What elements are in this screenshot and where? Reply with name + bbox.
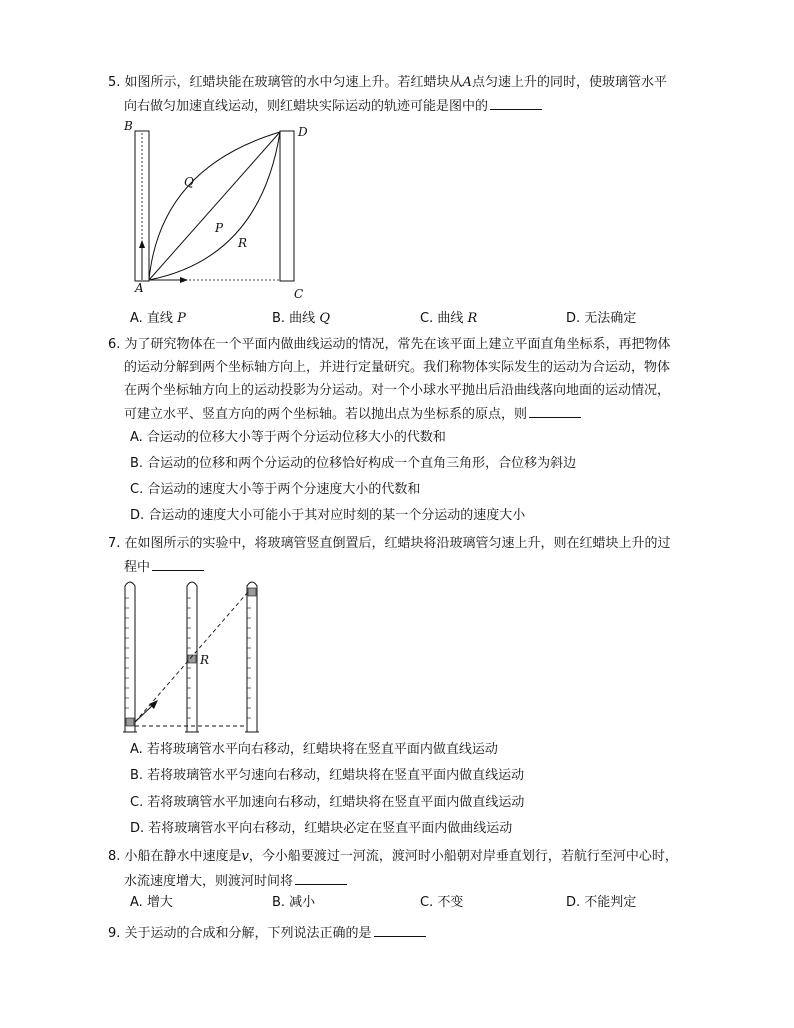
q5-up-arrow-head (139, 240, 145, 248)
q5-text: 5. 如图所示，红蜡块能在玻璃管的水中匀速上升。若红蜡块从 (108, 75, 463, 90)
q7-wax-block-3 (248, 588, 256, 596)
q5-right-arrow-head (180, 277, 188, 283)
q7-figure (118, 578, 268, 736)
q6-text: 的运动分解到两个坐标轴方向上，并进行定量研究。我们称物体实际发生的运动为合运动，物体 (124, 360, 671, 375)
q7-text: 7. 在如图所示的实验中，将玻璃管竖直倒置后，红蜡块将沿玻璃管匀速上升，则在红蜡块上升的过 (108, 536, 671, 551)
q6-option-b[interactable]: B. 合运动的位移和两个分运动的位移恰好构成一个直角三角形，合位移为斜边 (130, 456, 577, 471)
answer-blank[interactable] (529, 405, 581, 418)
q5-option-var: P (177, 311, 186, 326)
q6-text: 在两个坐标轴方向上的运动投影为分运动。对一个小球水平抛出后沿曲线落向地面的运动情况， (124, 383, 671, 398)
q8-option-a[interactable]: A. 增大 (130, 895, 173, 910)
q7-velocity-arrow (135, 704, 154, 722)
q5-option-b[interactable] (272, 310, 330, 328)
q5-right-tube (280, 131, 294, 281)
q5-option-text: D. 无法确定 (566, 311, 637, 326)
q6-stem-line3 (124, 382, 670, 400)
q9-text: 9. 关于运动的合成和分解，下列说法正确的是 (108, 926, 372, 941)
q8-option-b[interactable]: B. 减小 (272, 895, 316, 910)
q7-option-b[interactable]: B. 若将玻璃管水平匀速向右移动，红蜡块将在竖直平面内做直线运动 (130, 768, 525, 783)
q7-option-c[interactable]: C. 若将玻璃管水平加速向右移动，红蜡块将在竖直平面内做直线运动 (130, 795, 525, 810)
label-p: P (215, 221, 224, 235)
q7-stem-line1 (108, 535, 671, 553)
q9-stem-line1 (108, 924, 426, 943)
label-c: C (294, 287, 304, 301)
q6-stem-line2 (124, 359, 670, 377)
q5-stem-line2 (124, 97, 542, 116)
q5-option-var: R (467, 311, 478, 326)
q8-text: 8. 小船在静水中速度是 (108, 849, 242, 864)
q7-stem-line2 (124, 558, 204, 577)
q6-option-a[interactable]: A. 合运动的位移大小等于两个分运动位移大小的代数和 (130, 430, 446, 445)
q6-text: 可建立水平、竖直方向的两个坐标轴。若以抛出点为坐标系的原点，则 (124, 407, 528, 422)
q5-text: 向右做匀加速直线运动，则红蜡块实际运动的轨迹可能是图中的 (124, 99, 489, 114)
q5-figure (120, 118, 320, 304)
q5-option-d[interactable] (566, 310, 636, 328)
q5-option-var: Q (319, 311, 330, 326)
q5-option-c[interactable] (420, 310, 477, 328)
q8-text: ，今小船要渡过一河流，渡河时小船朝对岸垂直划行，若航行至河中心时， (248, 849, 678, 864)
q7-option-a[interactable]: A. 若将玻璃管水平向右移动，红蜡块将在竖直平面内做直线运动 (130, 742, 498, 757)
q8-var-v: v (241, 849, 249, 864)
q8-stem-line1 (108, 848, 678, 866)
q8-stem-line2 (124, 872, 347, 891)
label-b: B (124, 119, 133, 133)
q7-tube-left (123, 582, 137, 732)
q6-text: 6. 为了研究物体在一个平面内做曲线运动的情况，常先在该平面上建立平面直角坐标系，再把物体 (108, 337, 671, 352)
q6-stem-line4 (124, 405, 581, 424)
q6-option-d[interactable]: D. 合运动的速度大小可能小于其对应时刻的某一个分运动的速度大小 (130, 508, 526, 523)
q7-label-r: R (200, 653, 210, 667)
q5-line-p (149, 132, 280, 280)
q7-text: 程中 (124, 560, 151, 575)
label-d: D (298, 125, 308, 139)
answer-blank[interactable] (374, 924, 426, 937)
q6-option-c[interactable]: C. 合运动的速度大小等于两个分速度大小的代数和 (130, 482, 421, 497)
q5-text: 点匀速上升的同时，使玻璃管水平 (471, 75, 667, 90)
answer-blank[interactable] (490, 97, 542, 110)
label-a: A (135, 281, 144, 295)
q8-option-d[interactable]: D. 不能判定 (566, 895, 637, 910)
q7-option-d[interactable]: D. 若将玻璃管水平向右移动，红蜡块必定在竖直平面内做曲线运动 (130, 821, 513, 836)
q8-text: 水流速度增大，则渡河时间将 (124, 874, 294, 889)
q8-option-c[interactable]: C. 不变 (420, 895, 464, 910)
label-r: R (238, 236, 248, 250)
q5-option-text: A. 直线 (130, 311, 173, 326)
q6-stem-line1 (108, 336, 671, 354)
label-q: Q (184, 175, 194, 189)
answer-blank[interactable] (295, 872, 347, 885)
q7-diagonal-path (135, 592, 248, 722)
answer-blank[interactable] (152, 558, 204, 571)
q5-option-text: C. 曲线 (420, 311, 464, 326)
q7-tube-right (245, 582, 259, 732)
q5-option-a[interactable] (130, 310, 186, 328)
q5-option-text: B. 曲线 (272, 311, 316, 326)
q5-stem-line1 (108, 74, 667, 92)
q5-point-a: A (462, 75, 472, 90)
q7-wax-block-1 (126, 718, 134, 726)
